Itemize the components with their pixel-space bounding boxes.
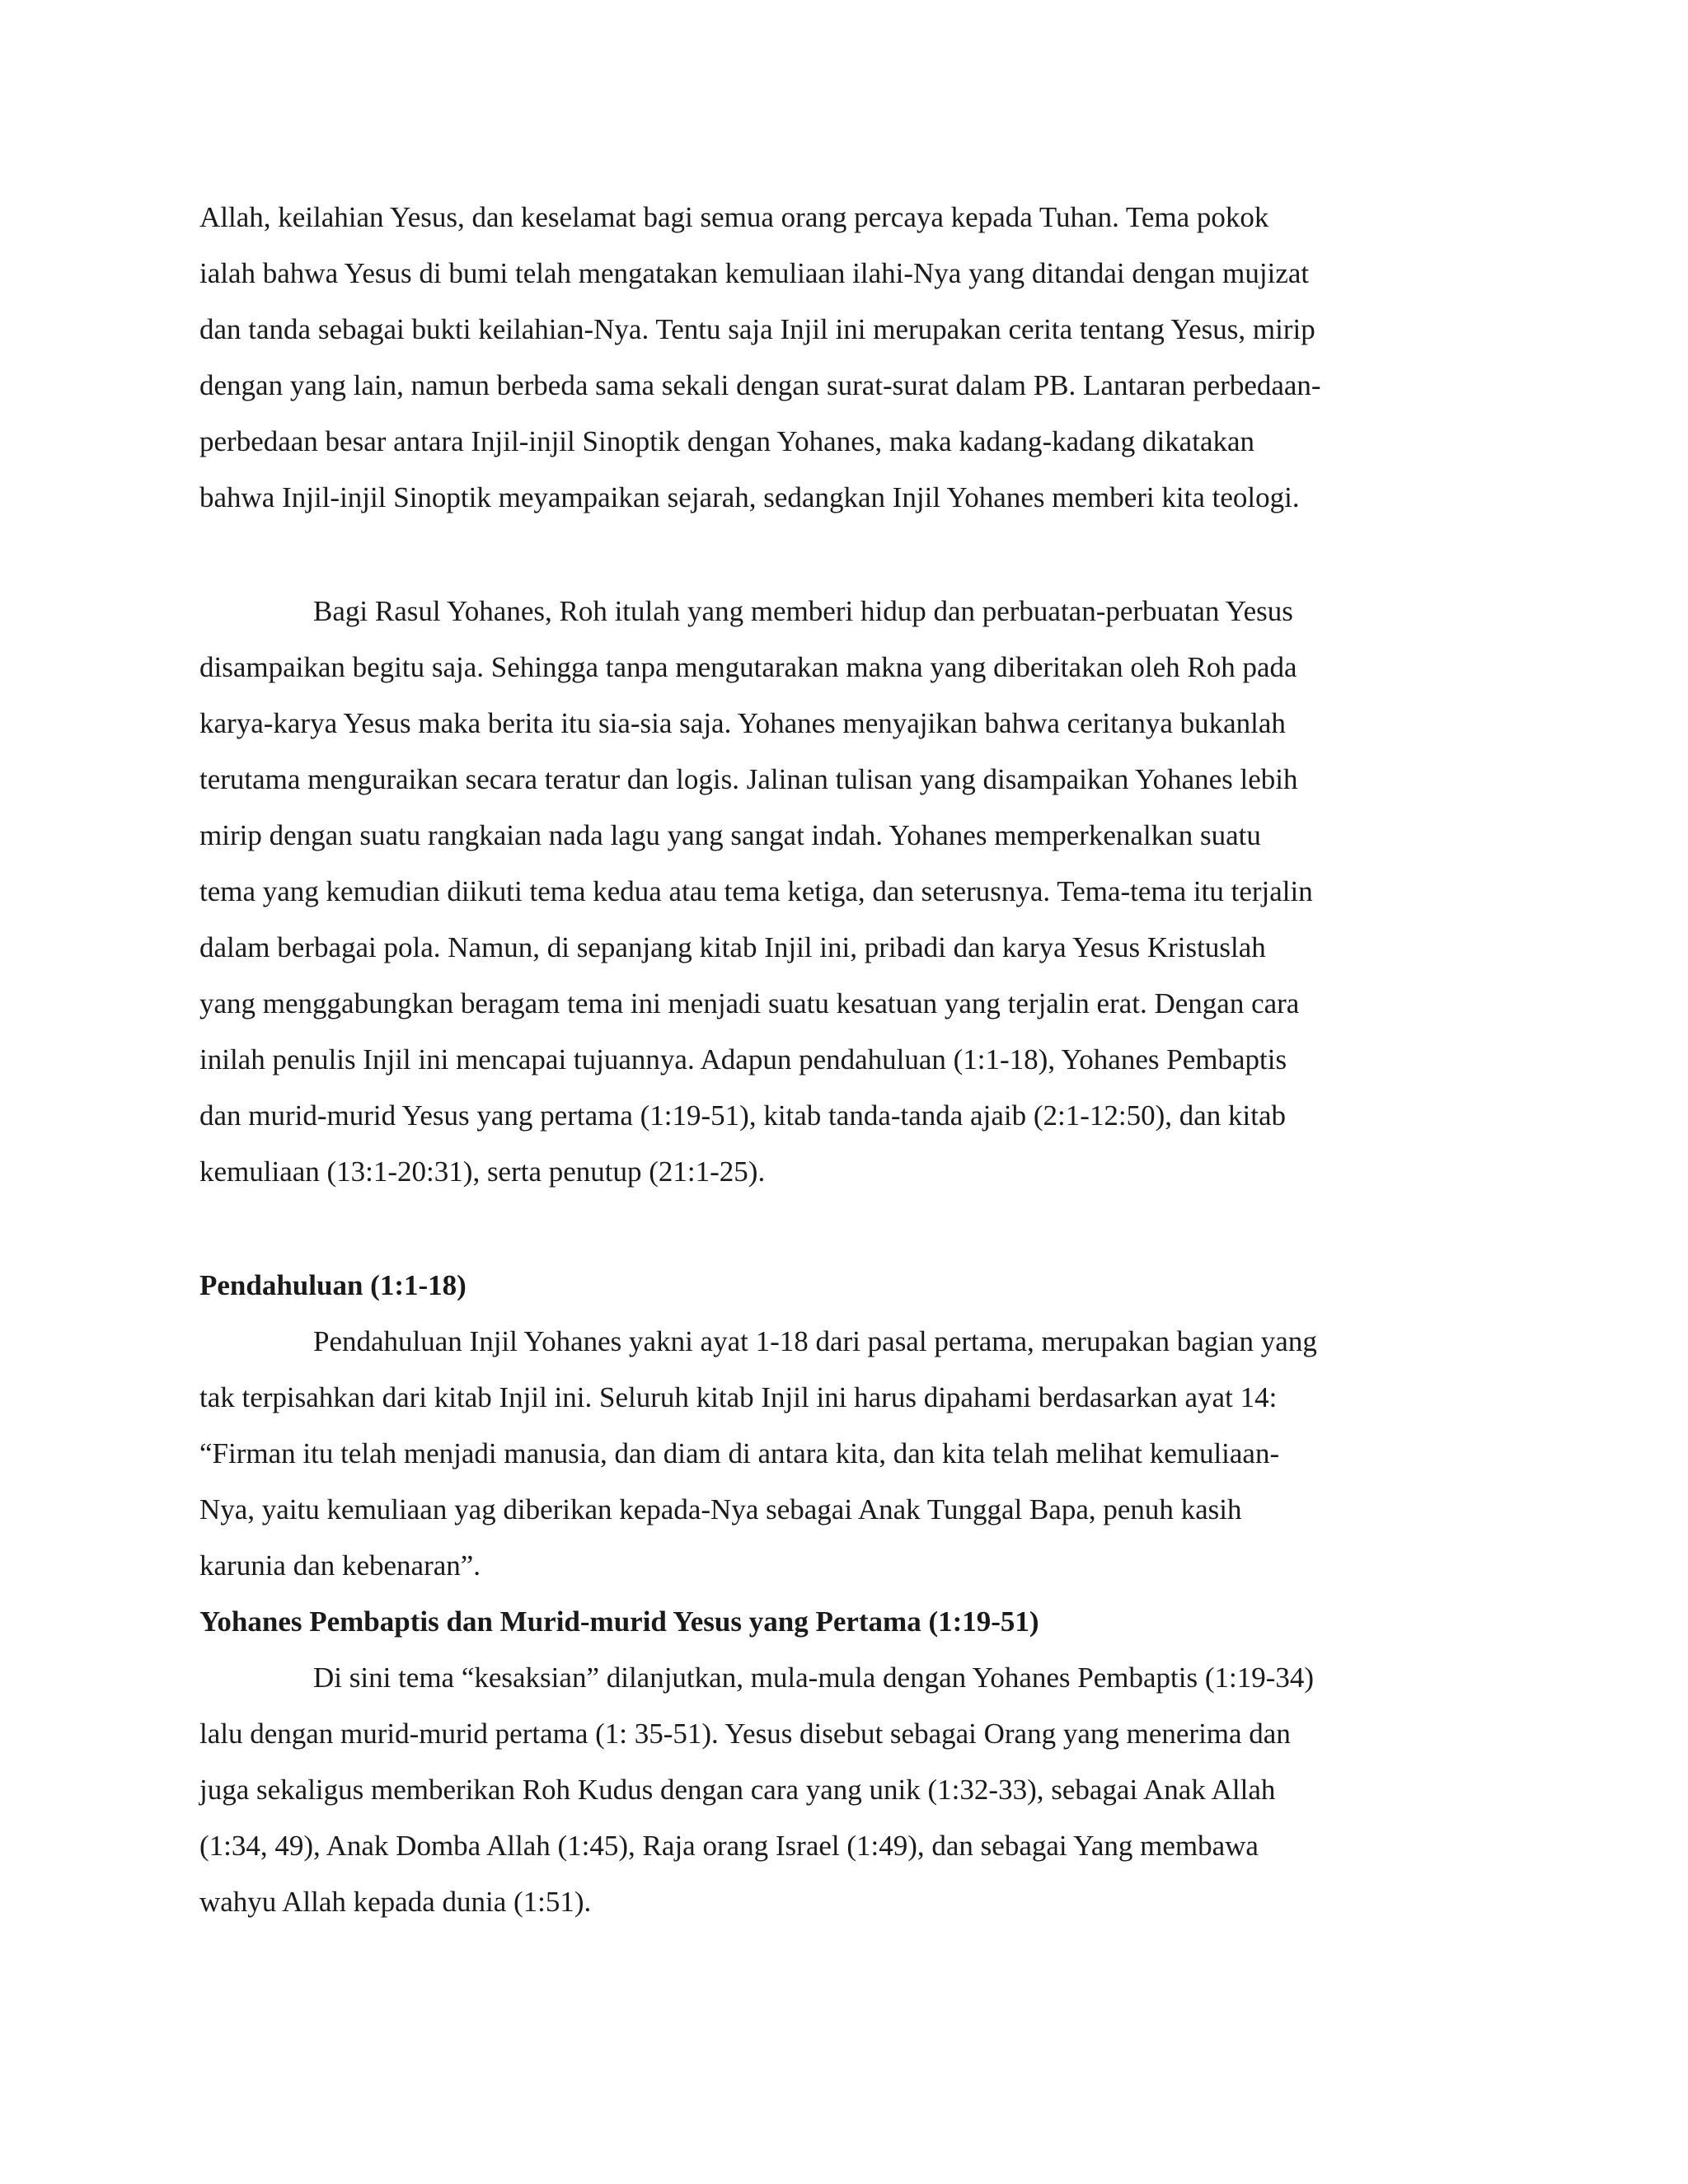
paragraph-line: juga sekaligus memberikan Roh Kudus dengan cara yang unik (1:32-33), sebagai Anak Allah xyxy=(199,1774,1276,1806)
paragraph-line: ialah bahwa Yesus di bumi telah mengatakan kemuliaan ilahi-Nya yang ditandai dengan mujizat xyxy=(199,257,1310,289)
paragraph-line: (1:34, 49), Anak Domba Allah (1:45), Raja orang Israel (1:49), dan sebagai Yang membawa xyxy=(199,1830,1259,1862)
paragraph-line: karunia dan kebenaran”. xyxy=(199,1549,481,1582)
paragraph-line: Bagi Rasul Yohanes, Roh itulah yang memberi hidup dan perbuatan-perbuatan Yesus xyxy=(313,595,1293,627)
paragraph-line: dalam berbagai pola. Namun, di sepanjang kitab Injil ini, pribadi dan karya Yesus Kristuslah xyxy=(199,931,1266,963)
paragraph-line: Di sini tema “kesaksian” dilanjutkan, mula-mula dengan Yohanes Pembaptis (1:19-34) xyxy=(313,1661,1315,1694)
paragraph-line: mirip dengan suatu rangkaian nada lagu yang sangat indah. Yohanes memperkenalkan suatu xyxy=(199,819,1261,851)
paragraph-line: tema yang kemudian diikuti tema kedua atau tema ketiga, dan seterusnya. Tema-tema itu terjalin xyxy=(199,875,1313,907)
paragraph-line: Nya, yaitu kemuliaan yag diberikan kepada-Nya sebagai Anak Tunggal Bapa, penuh kasih xyxy=(199,1493,1242,1526)
paragraph-line: Allah, keilahian Yesus, dan keselamat bagi semua orang percaya kepada Tuhan. Tema pokok xyxy=(199,201,1269,233)
paragraph-line: tak terpisahkan dari kitab Injil ini. Seluruh kitab Injil ini harus dipahami berdasarkan ayat 14: xyxy=(199,1381,1278,1413)
paragraph-line: karya-karya Yesus maka berita itu sia-sia saja. Yohanes menyajikan bahwa ceritanya bukanlah xyxy=(199,707,1286,739)
paragraph-line: Pendahuluan Injil Yohanes yakni ayat 1-18 dari pasal pertama, merupakan bagian yang xyxy=(313,1325,1317,1357)
paragraph-line: terutama menguraikan secara teratur dan logis. Jalinan tulisan yang disampaikan Yohanes lebih xyxy=(199,763,1298,795)
paragraph-line: perbedaan besar antara Injil-injil Sinoptik dengan Yohanes, maka kadang-kadang dikatakan xyxy=(199,425,1255,457)
paragraph-line: dan tanda sebagai bukti keilahian-Nya. Tentu saja Injil ini merupakan cerita tentang Yesus, mirip xyxy=(199,313,1315,345)
paragraph-line: disampaikan begitu saja. Sehingga tanpa mengutarakan makna yang diberitakan oleh Roh pada xyxy=(199,651,1297,683)
paragraph-line: inilah penulis Injil ini mencapai tujuannya. Adapun pendahuluan (1:1-18), Yohanes Pembaptis xyxy=(199,1043,1287,1076)
paragraph-line: lalu dengan murid-murid pertama (1: 35-51). Yesus disebut sebagai Orang yang menerima dan xyxy=(199,1718,1291,1750)
section-heading-pendahuluan: Pendahuluan (1:1-18) xyxy=(199,1269,467,1301)
paragraph-line: dan murid-murid Yesus yang pertama (1:19-51), kitab tanda-tanda ajaib (2:1-12:50), dan kitab xyxy=(199,1099,1287,1132)
paragraph-line: bahwa Injil-injil Sinoptik meyampaikan sejarah, sedangkan Injil Yohanes memberi kita teologi. xyxy=(199,481,1300,513)
paragraph-line: wahyu Allah kepada dunia (1:51). xyxy=(199,1886,592,1918)
paragraph-line: “Firman itu telah menjadi manusia, dan diam di antara kita, dan kita telah melihat kemuliaan- xyxy=(199,1437,1280,1469)
paragraph-line: yang menggabungkan beragam tema ini menjadi suatu kesatuan yang terjalin erat. Dengan cara xyxy=(199,987,1300,1019)
paragraph-line: dengan yang lain, namun berbeda sama sekali dengan surat-surat dalam PB. Lantaran perbedaan- xyxy=(199,369,1321,401)
paragraph-line: kemuliaan (13:1-20:31), serta penutup (21:1-25). xyxy=(199,1155,766,1188)
section-heading-yohanes-pembaptis: Yohanes Pembaptis dan Murid-murid Yesus yang Pertama (1:19-51) xyxy=(199,1605,1039,1638)
